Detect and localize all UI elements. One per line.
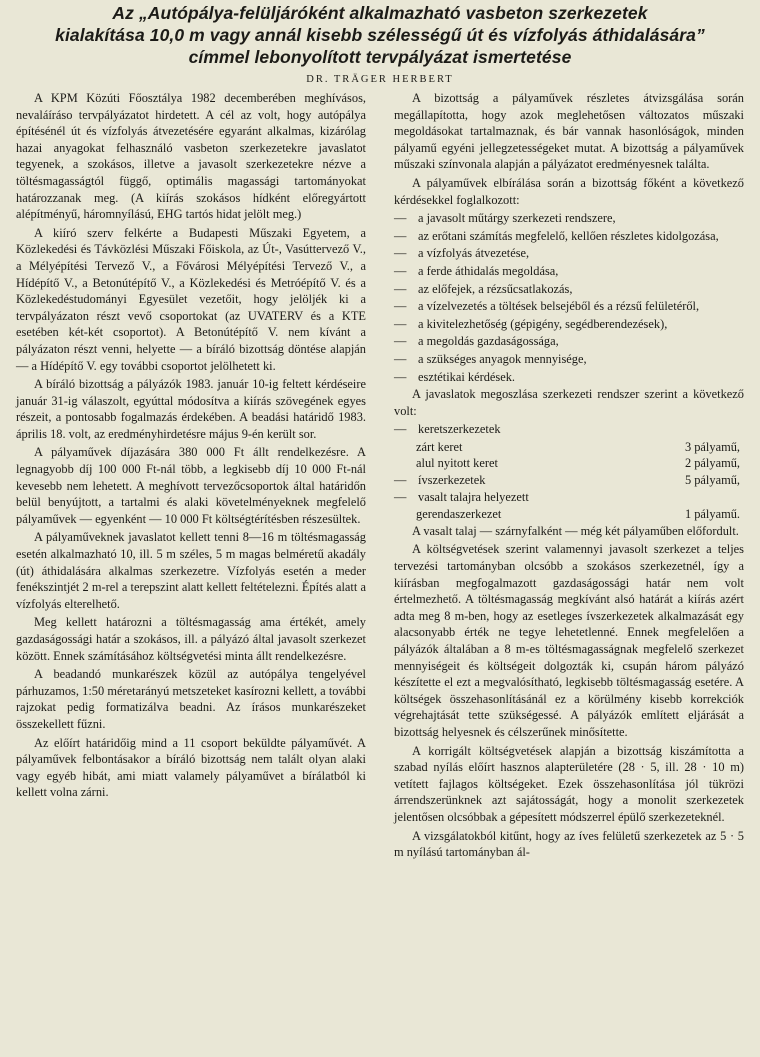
paragraph: A beadandó munkarészek közül az autópálya tengelyével párhuzamos, 1:50 méretarányú metszeteket kasírozni kellett, a további rajzokat pedig formatizálva beadni. Az írásos munkarészeket összekellett fűzni. — [16, 667, 366, 731]
distribution-row: alul nyitott keret 2 pályamű, — [416, 456, 740, 471]
distribution-row: — vasalt talajra helyezett — [394, 489, 529, 504]
article-title-line-2: kialakítása 10,0 m vagy annál kisebb szélességű út és vízfolyás áthidalására” — [55, 25, 705, 45]
list-item: — a javasolt műtárgy szerkezeti rendszere, — [394, 211, 616, 226]
paragraph: A pályaműveknek javaslatot kellett tenni 8—16 m töltésmagasság esetén alkalmazható 10, ill. 5 m széles, 5 m magas belméretű akadály (út) áthidalására alkalmas szerkezetre. Vízfolyás esetén a meder fenékszintjét 2 m-rel a terepszint alatt kellett feltételezni. Építés alatt a vízfolyás elterelhető. — [16, 530, 366, 611]
criteria-list — [394, 210, 744, 385]
list-item: — a kivitelezhetőség (gépigény, segédberendezések), — [394, 316, 668, 331]
article-title-line-3: címmel lebonyolított tervpályázat ismertetése — [188, 47, 572, 67]
paragraph: A pályaművek elbírálása során a bizottság főként a következő kérdésekkel foglalkozott: — [394, 175, 744, 207]
distribution-row: — keretszerkezetek — [394, 422, 501, 437]
paragraph: A KPM Közúti Főosztálya 1982 decemberében meghívásos, nevaláíráso tervpályázatot hirdetett. A cél az volt, hogy autópálya építésénél út és vízfolyás átvezetésére egyaránt alkalmas, kizárólag hazai anyagokat felhasználó vasbeton szerkezetekre javaslatot tegyenek, a szokásos, illetve a javasolt szerkezetekre nézve a töltésmagasságtól függő, optimális magassági tartományokat határozzanak meg. (A kiírás szokásos hídként előregyártott alépítményű, háromnyílású, EHG tartós hidat jelölt meg.) — [16, 91, 366, 222]
distribution-row: gerendaszerkezet 1 pályamű. — [416, 507, 740, 522]
paragraph: A pályaművek díjazására 380 000 Ft állt rendelkezésre. A legnagyobb díj 100 000 Ft-nál több, a legkisebb díj 10 000 Ft-nál kevesebb nem lehetett. A meghívott tervezőcsoportok által határidőn belül benyújtott, a tartalmi és alaki követelményeknek megfelelő pályaművek — egyenként — 10 000 Ft költségtérítésben részesültek. — [16, 445, 366, 526]
article-author: DR. TRÄGER HERBERT — [306, 74, 454, 85]
paragraph: A bíráló bizottság a pályázók 1983. január 10-ig feltett kérdéseire január 31-ig válaszolt, egyúttal módosítva a kiírás szövegének egyes részeit, a pontosabb fogalmazás érdekében. A beadási határidő 1983. április 18. volt, az eredményhirdetésre május 9-én került sor. — [16, 377, 366, 441]
paragraph: A bizottság a pályaművek részletes átvizsgálása során megállapította, hogy azok meglehetősen változatos műszaki megoldásokat tartalmaznak, és bár vannak hasonlóságok, minden pályamű egyéni jellegzetességeket mutat. A bizottság a pályaművek műszaki színvonala alapján a pályázatot eredményesnek találta. — [394, 91, 744, 172]
list-item: — a vízelvezetés a töltések belsejéből és a rézsű felületéről, — [394, 299, 700, 314]
list-item: — a megoldás gazdaságossága, — [394, 334, 559, 349]
distribution-row: — ívszerkezetek 5 pályamű, — [394, 473, 740, 488]
article-title-line-1: Az „Autópálya-felüljáróként alkalmazható vasbeton szerkezetek — [112, 3, 648, 23]
list-item: — a vízfolyás átvezetése, — [394, 246, 530, 261]
list-item: — a ferde áthidalás megoldása, — [394, 263, 559, 278]
paragraph: A javaslatok megoszlása szerkezeti rendszer szerint a következő volt: — [394, 387, 744, 418]
list-item: — az előfejek, a rézsűcsatlakozás, — [394, 281, 573, 296]
right-column — [394, 90, 744, 863]
list-item: — az erőtani számítás megfelelő, kellően részletes kidolgozása, — [394, 228, 719, 243]
list-item: — a szükséges anyagok mennyisége, — [394, 351, 587, 366]
list-item: — esztétikai kérdések. — [394, 369, 516, 384]
paragraph: A vizsgálatokból kitűnt, hogy az íves felületű szerkezetek az 5 · 5 m nyílású tartományban ál- — [394, 828, 744, 860]
paragraph: Meg kellett határozni a töltésmagasság ama értékét, amely gazdaságossági határ a szokásos, ill. a pályázó által javasolt szerkezet között. Ennek számításához költségvetési minta állt rendelkezésre. — [16, 615, 366, 663]
distribution-row: zárt keret 3 pályamű, — [416, 439, 740, 454]
article-body — [16, 90, 744, 863]
paragraph: Az előírt határidőig mind a 11 csoport beküldte pályaművét. A pályaművek felbontásakor a bíráló bizottság nem talált olyan alaki vagy egyéb hibát, ami miatt valamely pályaművet a bírálatból ki kellett volna zárni. — [16, 735, 366, 800]
paragraph: A vasalt talaj — szárnyfalként — még két pályaműben előfordult. — [412, 523, 739, 538]
paragraph: A kiíró szerv felkérte a Budapesti Műszaki Egyetem, a Közlekedési és Távközlési Műszaki Főiskola, az Út-, Vasúttervező V., a Mélyépítési Tervező V., a Fővárosi Mélyépítési Tervező V., a Hídépítő V., a Betonútépítő V., a Közlekedési és Metróépítő V. és a Közlekedéstudományi Egyesület vezetőit, hogy jelöljék ki a tervpályázaton részt vevő csoportokat (az UVATERV és a KTE esetében két-két csoportot). A Betonútépítő V. nem kívánt a pályázaton részt venni, helyette — a bíráló bizottság döntése alapján — a Hídépítő V. egy további csoportot jelölhetett ki. — [16, 225, 366, 373]
article-header — [16, 2, 744, 88]
structure-distribution — [394, 421, 744, 523]
paragraph: A költségvetések szerint valamennyi javasolt szerkezet a teljes tervezési tartományban olcsóbb a szokásos szerkezetnél, így a kiírásban megfogalmazott gazdaságossági határ nem volt értelmezhető. A töltésmagasság megkívánt alsó határát a kiírás azért adta meg 8 m-ben, hogy az esetleges ívszerkezetek alkalmazását egy alacsonyabb érték ne tegye lehetetlenné. Ennek megfelelően a pályázók általában a 8 m-es töltésmagasságnak megfelelő szerkezet mennyiségeit és költségeit dolgozták ki, csupán három pályázó készítette el ezt a megvalósítható, legkisebb töltésmagasság esetére. A költségek összehasonlításánál ez a körülmény kisebb korrekciók végrehajtását tette szükségessé. A pályázók említett eljárását a bizottság helyesnek és célszerűnek minősítette. — [394, 542, 744, 739]
left-column — [16, 90, 366, 863]
paragraph: A korrigált költségvetések alapján a bizottság kiszámította a szabad nyílás előírt hasznos alapterületére (28 · 5, ill. 28 · 10 m) vetített fajlagos költségeket. Ezek összehasonlítása jól tükrözi árrendszerünknek azt sajátosságát, hogy a monolit szerkezetek jelentősen olcsóbbak a gépesített módszerrel épülő szerkezeteknél. — [394, 743, 744, 824]
